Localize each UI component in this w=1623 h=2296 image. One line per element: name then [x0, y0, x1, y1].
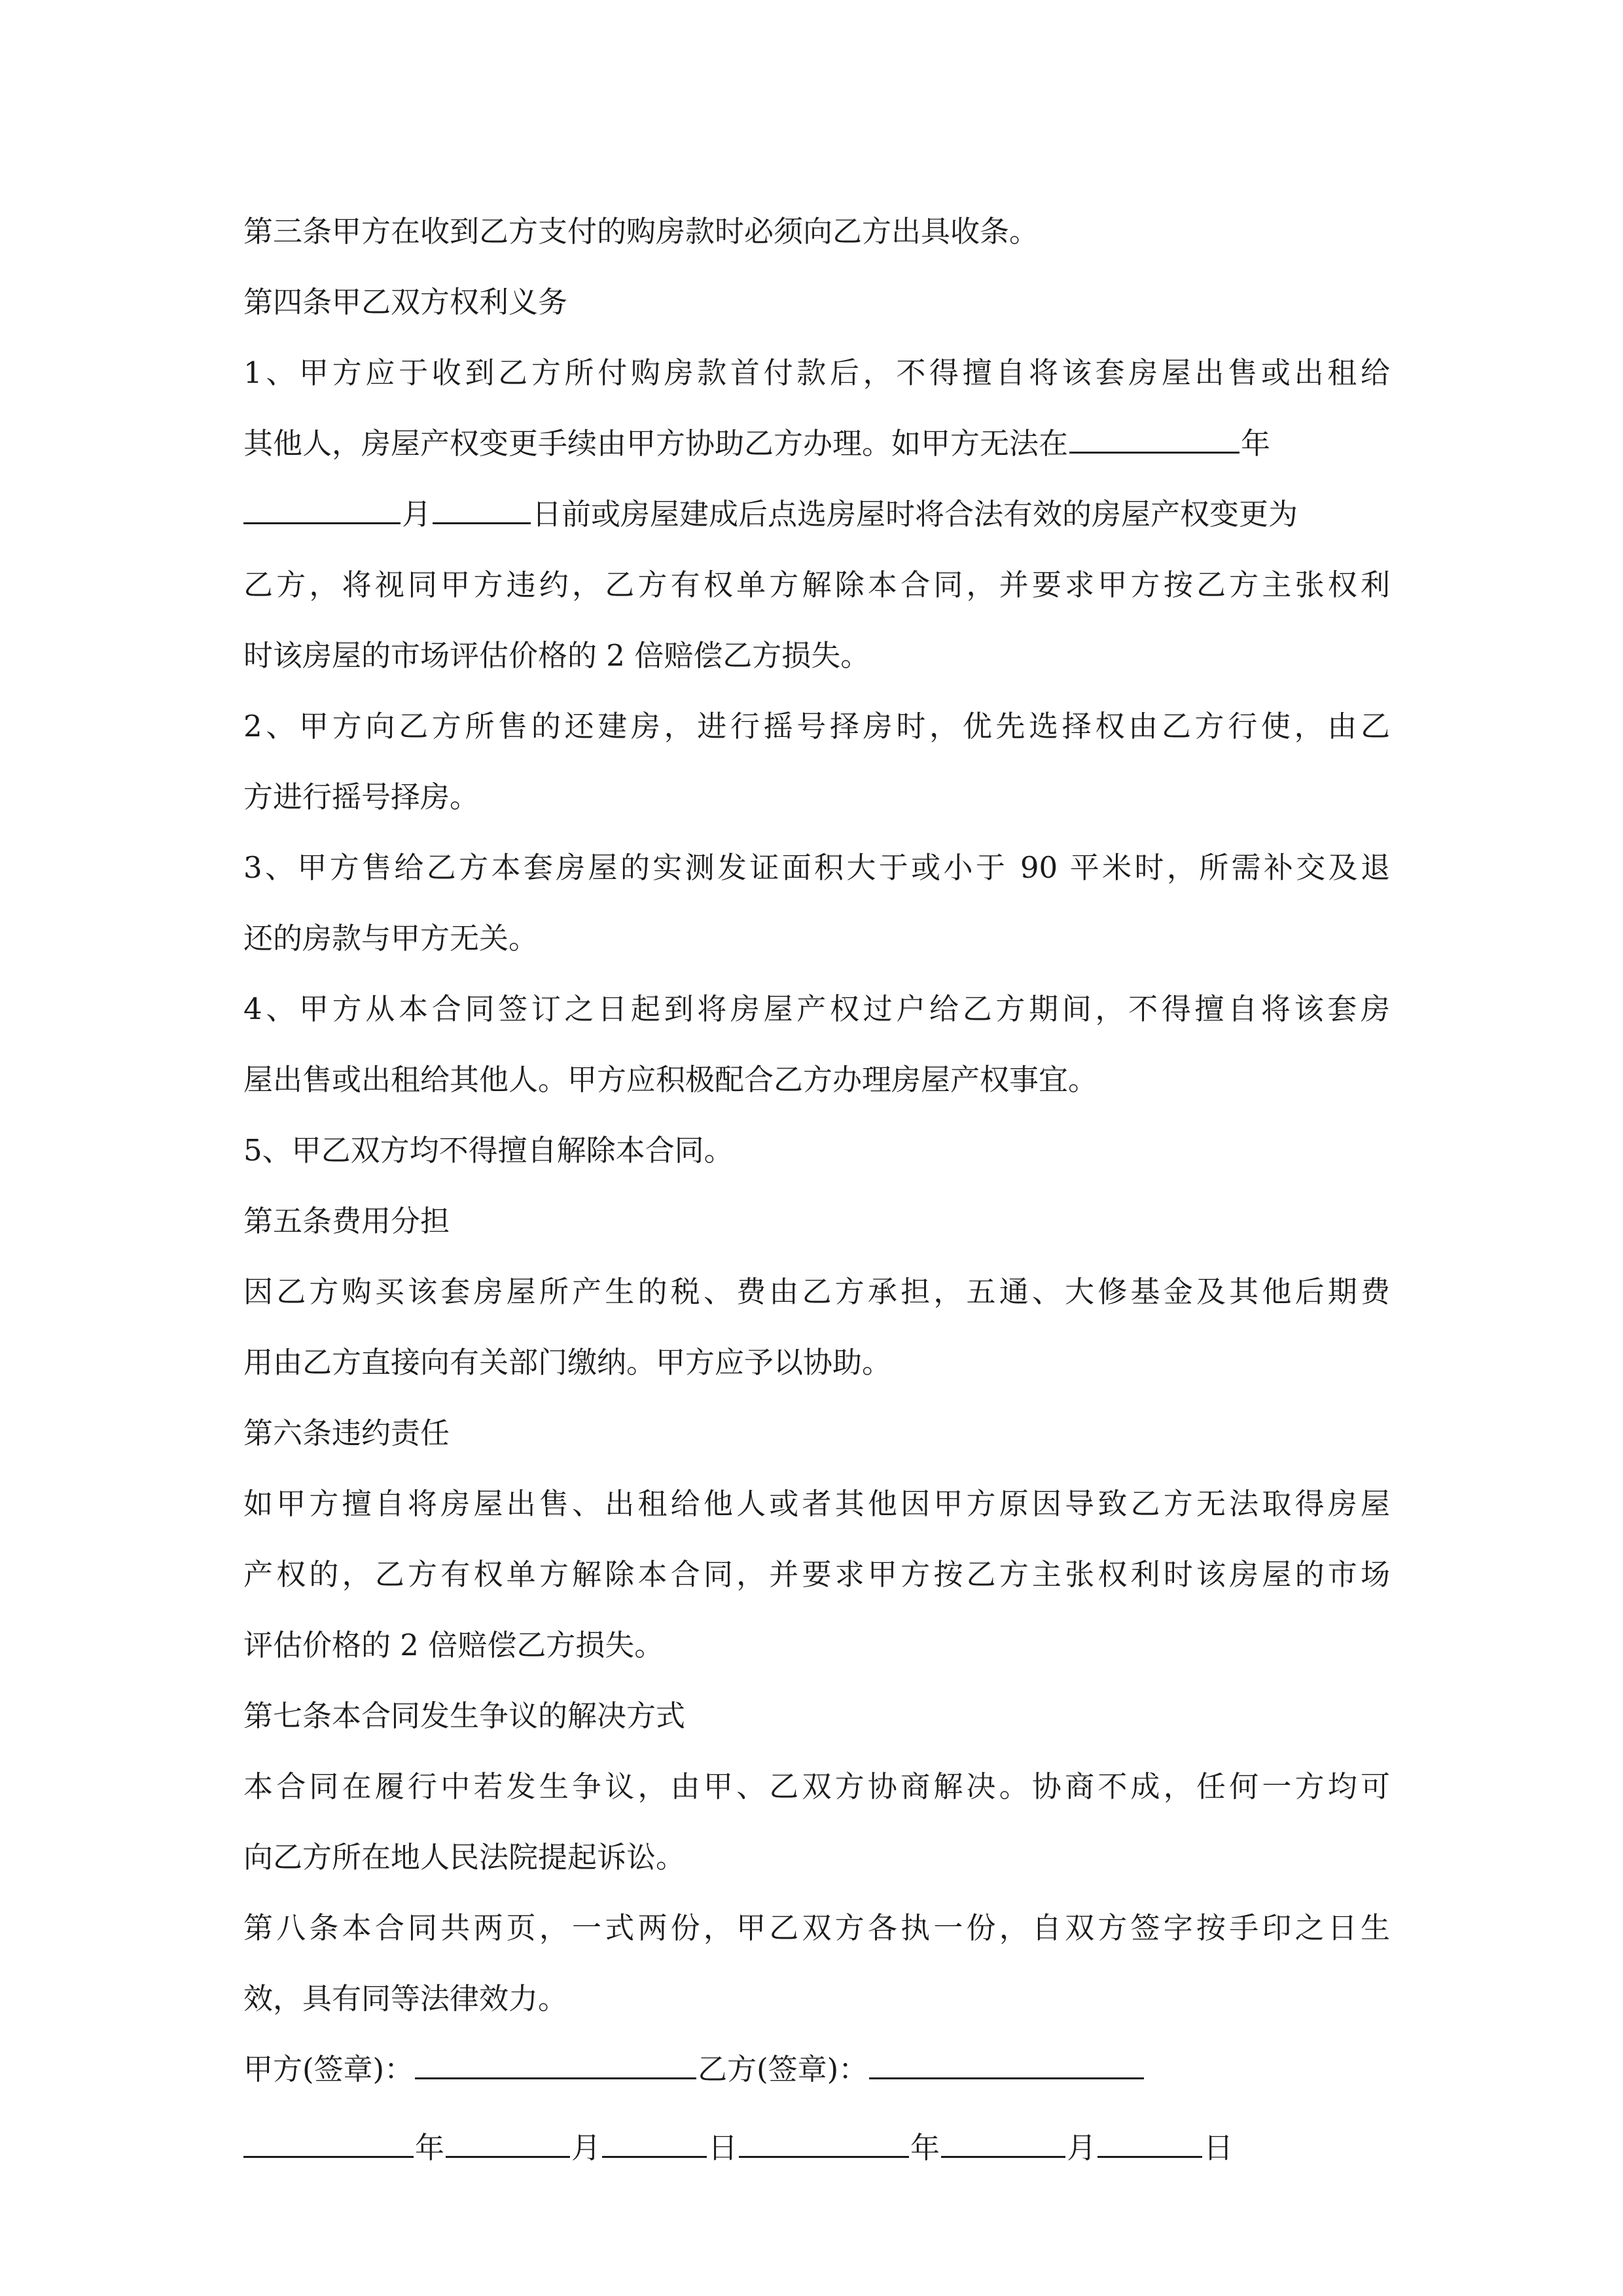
- clause-4-item-1-line-3: [243, 479, 1390, 550]
- party-a-month-label: 月: [571, 2130, 601, 2165]
- clause-7-heading: 第七条本合同发生争议的解决方式: [243, 1698, 686, 1733]
- clause-4-item-5: 5、甲乙双方均不得擅自解除本合同。: [243, 1133, 734, 1168]
- clause-4-item-4-line-2: 屋出售或出租给其他人。甲方应积极配合乙方办理房屋产权事宜。: [243, 1062, 1098, 1097]
- party-b-day-field[interactable]: [1097, 2122, 1202, 2158]
- date-row: [243, 2113, 1390, 2183]
- clause-4-item-1-line-4: 乙方，将视同甲方违约，乙方有权单方解除本合同，并要求甲方按乙方主张权利: [243, 567, 1390, 602]
- clause-4-item-3-line-1: 3、甲方售给乙方本套房屋的实测发证面积大于或小于 90 平米时，所需补交及退: [243, 850, 1390, 885]
- party-a-day-field[interactable]: [602, 2122, 707, 2158]
- clause-4-item-1-line-1: 1、甲方应于收到乙方所付购房款首付款后，不得擅自将该套房屋出售或出租给: [243, 355, 1390, 390]
- clause-5-line-1: 因乙方购买该套房屋所产生的税、费由乙方承担，五通、大修基金及其他后期费: [243, 1274, 1390, 1309]
- clause-5-line-2: 用由乙方直接向有关部门缴纳。甲方应予以协助。: [243, 1345, 892, 1380]
- clause-6-line-3: 评估价格的 2 倍赔偿乙方损失。: [243, 1628, 664, 1662]
- clause-3: 第三条甲方在收到乙方支付的购房款时必须向乙方出具收条。: [243, 214, 1039, 249]
- party-b-day-label: 日: [1204, 2130, 1234, 2165]
- clause-6-heading: 第六条违约责任: [243, 1416, 450, 1450]
- year-blank: [1069, 418, 1240, 454]
- clause-4-item-3-line-2: 还的房款与甲方无关。: [243, 921, 539, 956]
- contract-body: [243, 196, 1390, 2183]
- clause-4-item-1-line-3-text: 日前或房屋建成后点选房屋时将合法有效的房屋产权变更为: [532, 497, 1298, 531]
- party-b-signature-label: 乙方(签章)：: [698, 2052, 868, 2087]
- month-blank: [243, 488, 401, 524]
- clause-4-item-2-line-1: 2、甲方向乙方所售的还建房，进行摇号择房时，优先选择权由乙方行使，由乙: [243, 709, 1390, 744]
- year-label: 年: [1241, 426, 1271, 461]
- party-a-day-label: 日: [708, 2130, 738, 2165]
- signature-row: [243, 2034, 1390, 2105]
- party-b-month-label: 月: [1067, 2130, 1097, 2165]
- party-a-signature-label: 甲方(签章)：: [243, 2052, 414, 2087]
- party-b-month-field[interactable]: [941, 2122, 1065, 2158]
- clause-6-line-1: 如甲方擅自将房屋出售、出租给他人或者其他因甲方原因导致乙方无法取得房屋: [243, 1486, 1390, 1521]
- party-a-year-field[interactable]: [243, 2122, 414, 2158]
- day-blank: [433, 488, 531, 524]
- clause-5-heading: 第五条费用分担: [243, 1204, 450, 1238]
- party-a-signature-field[interactable]: [415, 2043, 696, 2079]
- clause-4-item-1-line-2: [243, 408, 1390, 479]
- clause-4-item-4-line-1: 4、甲方从本合同签订之日起到将房屋产权过户给乙方期间，不得擅自将该套房: [243, 992, 1390, 1026]
- party-b-year-label: 年: [910, 2130, 940, 2165]
- clause-8-line-2: 效，具有同等法律效力。: [243, 1981, 568, 2016]
- party-b-year-field[interactable]: [739, 2122, 909, 2158]
- party-a-year-label: 年: [415, 2130, 445, 2165]
- party-b-signature-field[interactable]: [869, 2043, 1144, 2079]
- clause-4-item-2-line-2: 方进行摇号择房。: [243, 780, 480, 814]
- clause-6-line-2: 产权的，乙方有权单方解除本合同，并要求甲方按乙方主张权利时该房屋的市场: [243, 1557, 1390, 1592]
- clause-8-line-1: 第八条本合同共两页，一式两份，甲乙双方各执一份，自双方签字按手印之日生: [243, 1910, 1390, 1945]
- clause-4-item-1-line-5: 时该房屋的市场评估价格的 2 倍赔偿乙方损失。: [243, 638, 870, 673]
- clause-4-heading: 第四条甲乙双方权利义务: [243, 285, 568, 319]
- party-a-month-field[interactable]: [446, 2122, 570, 2158]
- clause-7-line-1: 本合同在履行中若发生争议，由甲、乙双方协商解决。协商不成，任何一方均可: [243, 1769, 1390, 1804]
- clause-4-item-1-line-2-text: 其他人，房屋产权变更手续由甲方协助乙方办理。如甲方无法在: [243, 426, 1069, 461]
- month-label: 月: [402, 497, 432, 531]
- clause-7-line-2: 向乙方所在地人民法院提起诉讼。: [243, 1840, 686, 1874]
